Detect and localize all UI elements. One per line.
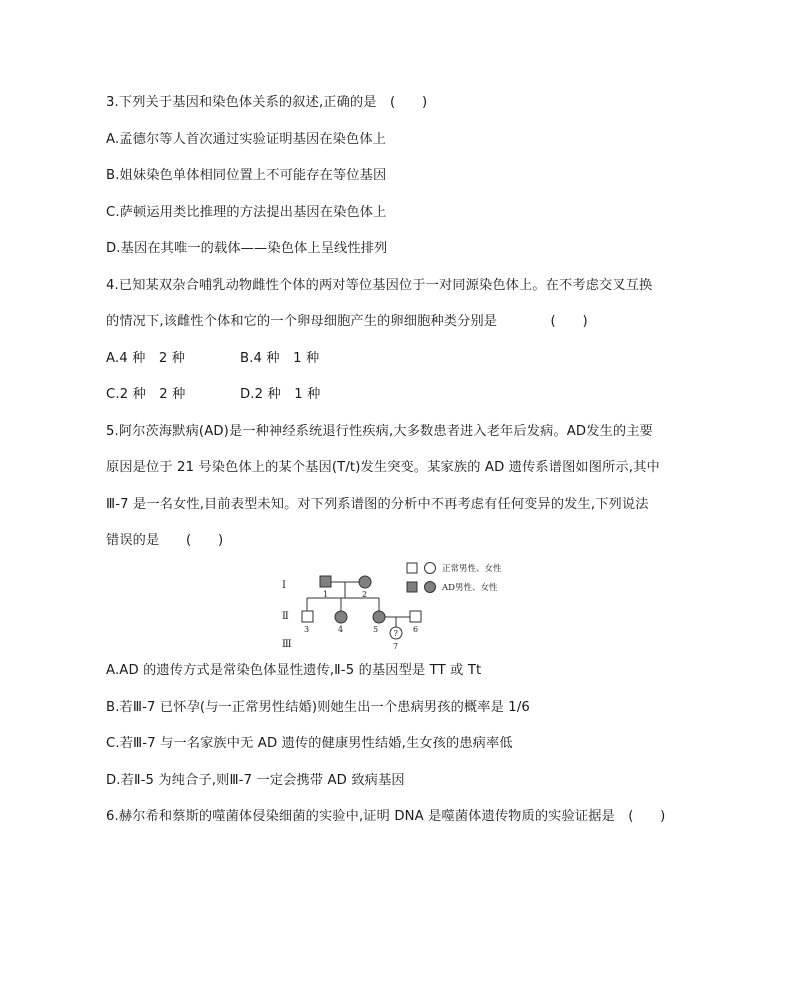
generation-label-1: Ⅰ (282, 580, 286, 591)
individual-4-affected-female (335, 611, 347, 623)
legend-affected-male-icon (407, 582, 417, 592)
question-5-option-a: A.AD 的遗传方式是常染色体显性遗传,Ⅱ-5 的基因型是 TT 或 Tt (106, 663, 482, 678)
question-4-option-d: D.2 种 1 种 (240, 387, 321, 402)
legend-normal-label: 正常男性、女性 (442, 564, 502, 574)
question-5-stem-line-1: 5.阿尔茨海默病(AD)是一种神经系统退行性疾病,大多数患者进入老年后发病。AD发生的主要 (106, 424, 653, 439)
individual-1-number: 1 (323, 590, 329, 599)
question-4-stem-line-2: 的情况下,该雌性个体和它的一个卵母细胞产生的卵细胞种类分别是 ( ) (106, 314, 588, 329)
question-4-option-b: B.4 种 1 种 (240, 351, 320, 366)
question-5-stem-line-4: 错误的是 ( ) (106, 533, 224, 548)
individual-6-normal-male (410, 611, 421, 622)
individual-6-number: 6 (413, 625, 419, 634)
legend-affected-label: AD男性、女性 (442, 583, 498, 593)
individual-3-normal-male (302, 611, 313, 622)
individual-4-number: 4 (338, 625, 344, 634)
question-5-stem-line-2: 原因是位于 21 号染色体上的某个基因(T/t)发生突变。某家族的 AD 遗传系谱图如图所示,其中 (106, 460, 660, 475)
question-3-option-d: D.基因在其唯一的载体——染色体上呈线性排列 (106, 241, 388, 256)
individual-3-number: 3 (304, 625, 310, 634)
legend-affected-female-icon (425, 582, 436, 593)
generation-label-2: Ⅱ (282, 611, 289, 622)
question-5-stem-line-3: Ⅲ-7 是一名女性,目前表型未知。对下列系谱图的分析中不再考虑有任何变异的发生,下列说法 (106, 497, 649, 512)
individual-2-affected-female (359, 576, 371, 588)
individual-7-unknown-mark: ? (393, 629, 398, 638)
question-4-option-a: A.4 种 2 种 (106, 351, 186, 366)
legend-normal-female-icon (425, 563, 436, 574)
question-3-stem: 3.下列关于基因和染色体关系的叙述,正确的是 ( ) (106, 95, 428, 110)
individual-5-number: 5 (373, 625, 379, 634)
question-4-stem-line-1: 4.已知某双杂合哺乳动物雌性个体的两对等位基因位于一对同源染色体上。在不考虑交叉互换 (106, 278, 653, 293)
pedigree-chart (276, 556, 536, 652)
individual-1-affected-male (320, 576, 331, 587)
generation-label-3: Ⅲ (282, 639, 292, 650)
question-3-option-a: A.孟德尔等人首次通过实验证明基因在染色体上 (106, 132, 387, 147)
question-3-option-c: C.萨顿运用类比推理的方法提出基因在染色体上 (106, 205, 387, 220)
legend-normal-male-icon (407, 563, 417, 573)
question-5-option-b: B.若Ⅲ-7 已怀孕(与一正常男性结婚)则她生出一个患病男孩的概率是 1/6 (106, 700, 530, 715)
question-6-stem: 6.赫尔希和蔡斯的噬菌体侵染细菌的实验中,证明 DNA 是噬菌体遗传物质的实验证据是 ( ) (106, 809, 666, 824)
question-5-option-d: D.若Ⅱ-5 为纯合子,则Ⅲ-7 一定会携带 AD 致病基因 (106, 773, 405, 788)
individual-7-number: 7 (393, 642, 399, 651)
question-3-option-b: B.姐妹染色单体相同位置上不可能存在等位基因 (106, 168, 387, 183)
question-4-option-c: C.2 种 2 种 (106, 387, 186, 402)
individual-5-affected-female (373, 611, 385, 623)
individual-2-number: 2 (362, 590, 368, 599)
question-5-option-c: C.若Ⅲ-7 与一名家族中无 AD 遗传的健康男性结婚,生女孩的患病率低 (106, 736, 513, 751)
